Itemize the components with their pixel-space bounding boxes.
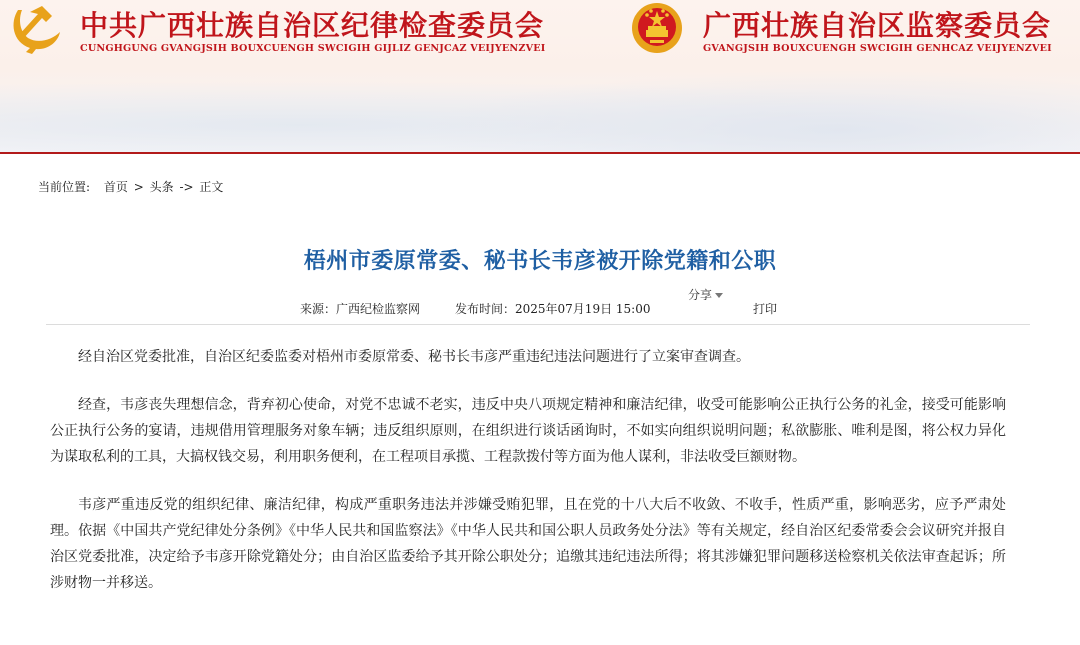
site-header <box>0 0 1080 154</box>
meta-divider <box>46 324 1030 325</box>
article-paragraph: 经自治区党委批准，自治区纪委监委对梧州市委原常委、秘书长韦彦严重违纪违法问题进行了立案审查调查。 <box>78 349 750 365</box>
party-emblem-icon <box>8 2 62 56</box>
breadcrumb-section-link[interactable]: 头条 <box>149 180 174 194</box>
article-publish-time: 发布时间：2025年07月19日 15:00 <box>455 302 651 316</box>
chevron-down-icon <box>715 293 723 298</box>
article-paragraph: 韦彦严重违反党的组织纪律、廉洁纪律，构成严重职务违法并涉嫌受贿犯罪，且在党的十八大后不收敛、不收手，性质严重，影响恶劣，应予严肃处理。依据《中国共产党纪律处分条例》《中华人民共和国监察法》《中华人民共和国公职人员政务处分法》等有关规定，经自治区纪委常委会会议研究并报自治区党委批准，决定给予韦彦开除党籍处分；由自治区监委给予其开除公职处分；追缴其违纪违法所得；将其涉嫌犯罪问题移送检察机关依法审查起诉；所涉财物一并移送。 <box>50 497 1006 591</box>
breadcrumb-current: 正文 <box>199 180 224 194</box>
article-title: 梧州市委原常委、秘书长韦彦被开除党籍和公职 <box>303 248 777 274</box>
right-org-name: 广西壮族自治区监察委员会 <box>703 9 1052 42</box>
breadcrumb-separator: > <box>133 180 144 194</box>
article-body <box>50 344 1006 618</box>
right-org-name-en: GVANGJSIH BOUXCUENGH SWCIGIH GENHCAZ VEIJYENZVEI <box>703 43 1052 54</box>
breadcrumb <box>38 178 223 195</box>
breadcrumb-label: 当前位置: <box>38 180 91 194</box>
breadcrumb-separator: -> <box>179 180 194 194</box>
header-divider <box>0 152 1080 154</box>
breadcrumb-home-link[interactable]: 首页 <box>103 180 128 194</box>
national-emblem-icon <box>628 0 686 58</box>
left-org-name-en: CUNGHGUNG GVANGJSIH BOUXCUENGH SWCIGIH GIJLIZ GENJCAZ VEIJYENZVEI <box>80 43 546 54</box>
share-button[interactable] <box>688 286 723 303</box>
share-label: 分享 <box>688 288 713 302</box>
left-org-name: 中共广西壮族自治区纪律检查委员会 <box>80 9 545 42</box>
article-source: 来源：广西纪检监察网 <box>300 302 421 316</box>
article-paragraph: 经查，韦彦丧失理想信念，背弃初心使命，对党不忠诚不老实，违反中央八项规定精神和廉洁纪律，收受可能影响公正执行公务的礼金，接受可能影响公正执行公务的宴请，违规借用管理服务对象车辆；违反组织原则，在组织进行谈话函询时，不如实向组织说明问题；私欲膨胀、唯利是图，将公权力异化为谋取私利的工具，大搞权钱交易，利用职务便利，在工程项目承揽、工程款拨付等方面为他人谋利，非法收受巨额财物。 <box>50 397 1006 465</box>
header-background-wash <box>420 70 1080 154</box>
print-button[interactable]: 打印 <box>753 302 778 316</box>
